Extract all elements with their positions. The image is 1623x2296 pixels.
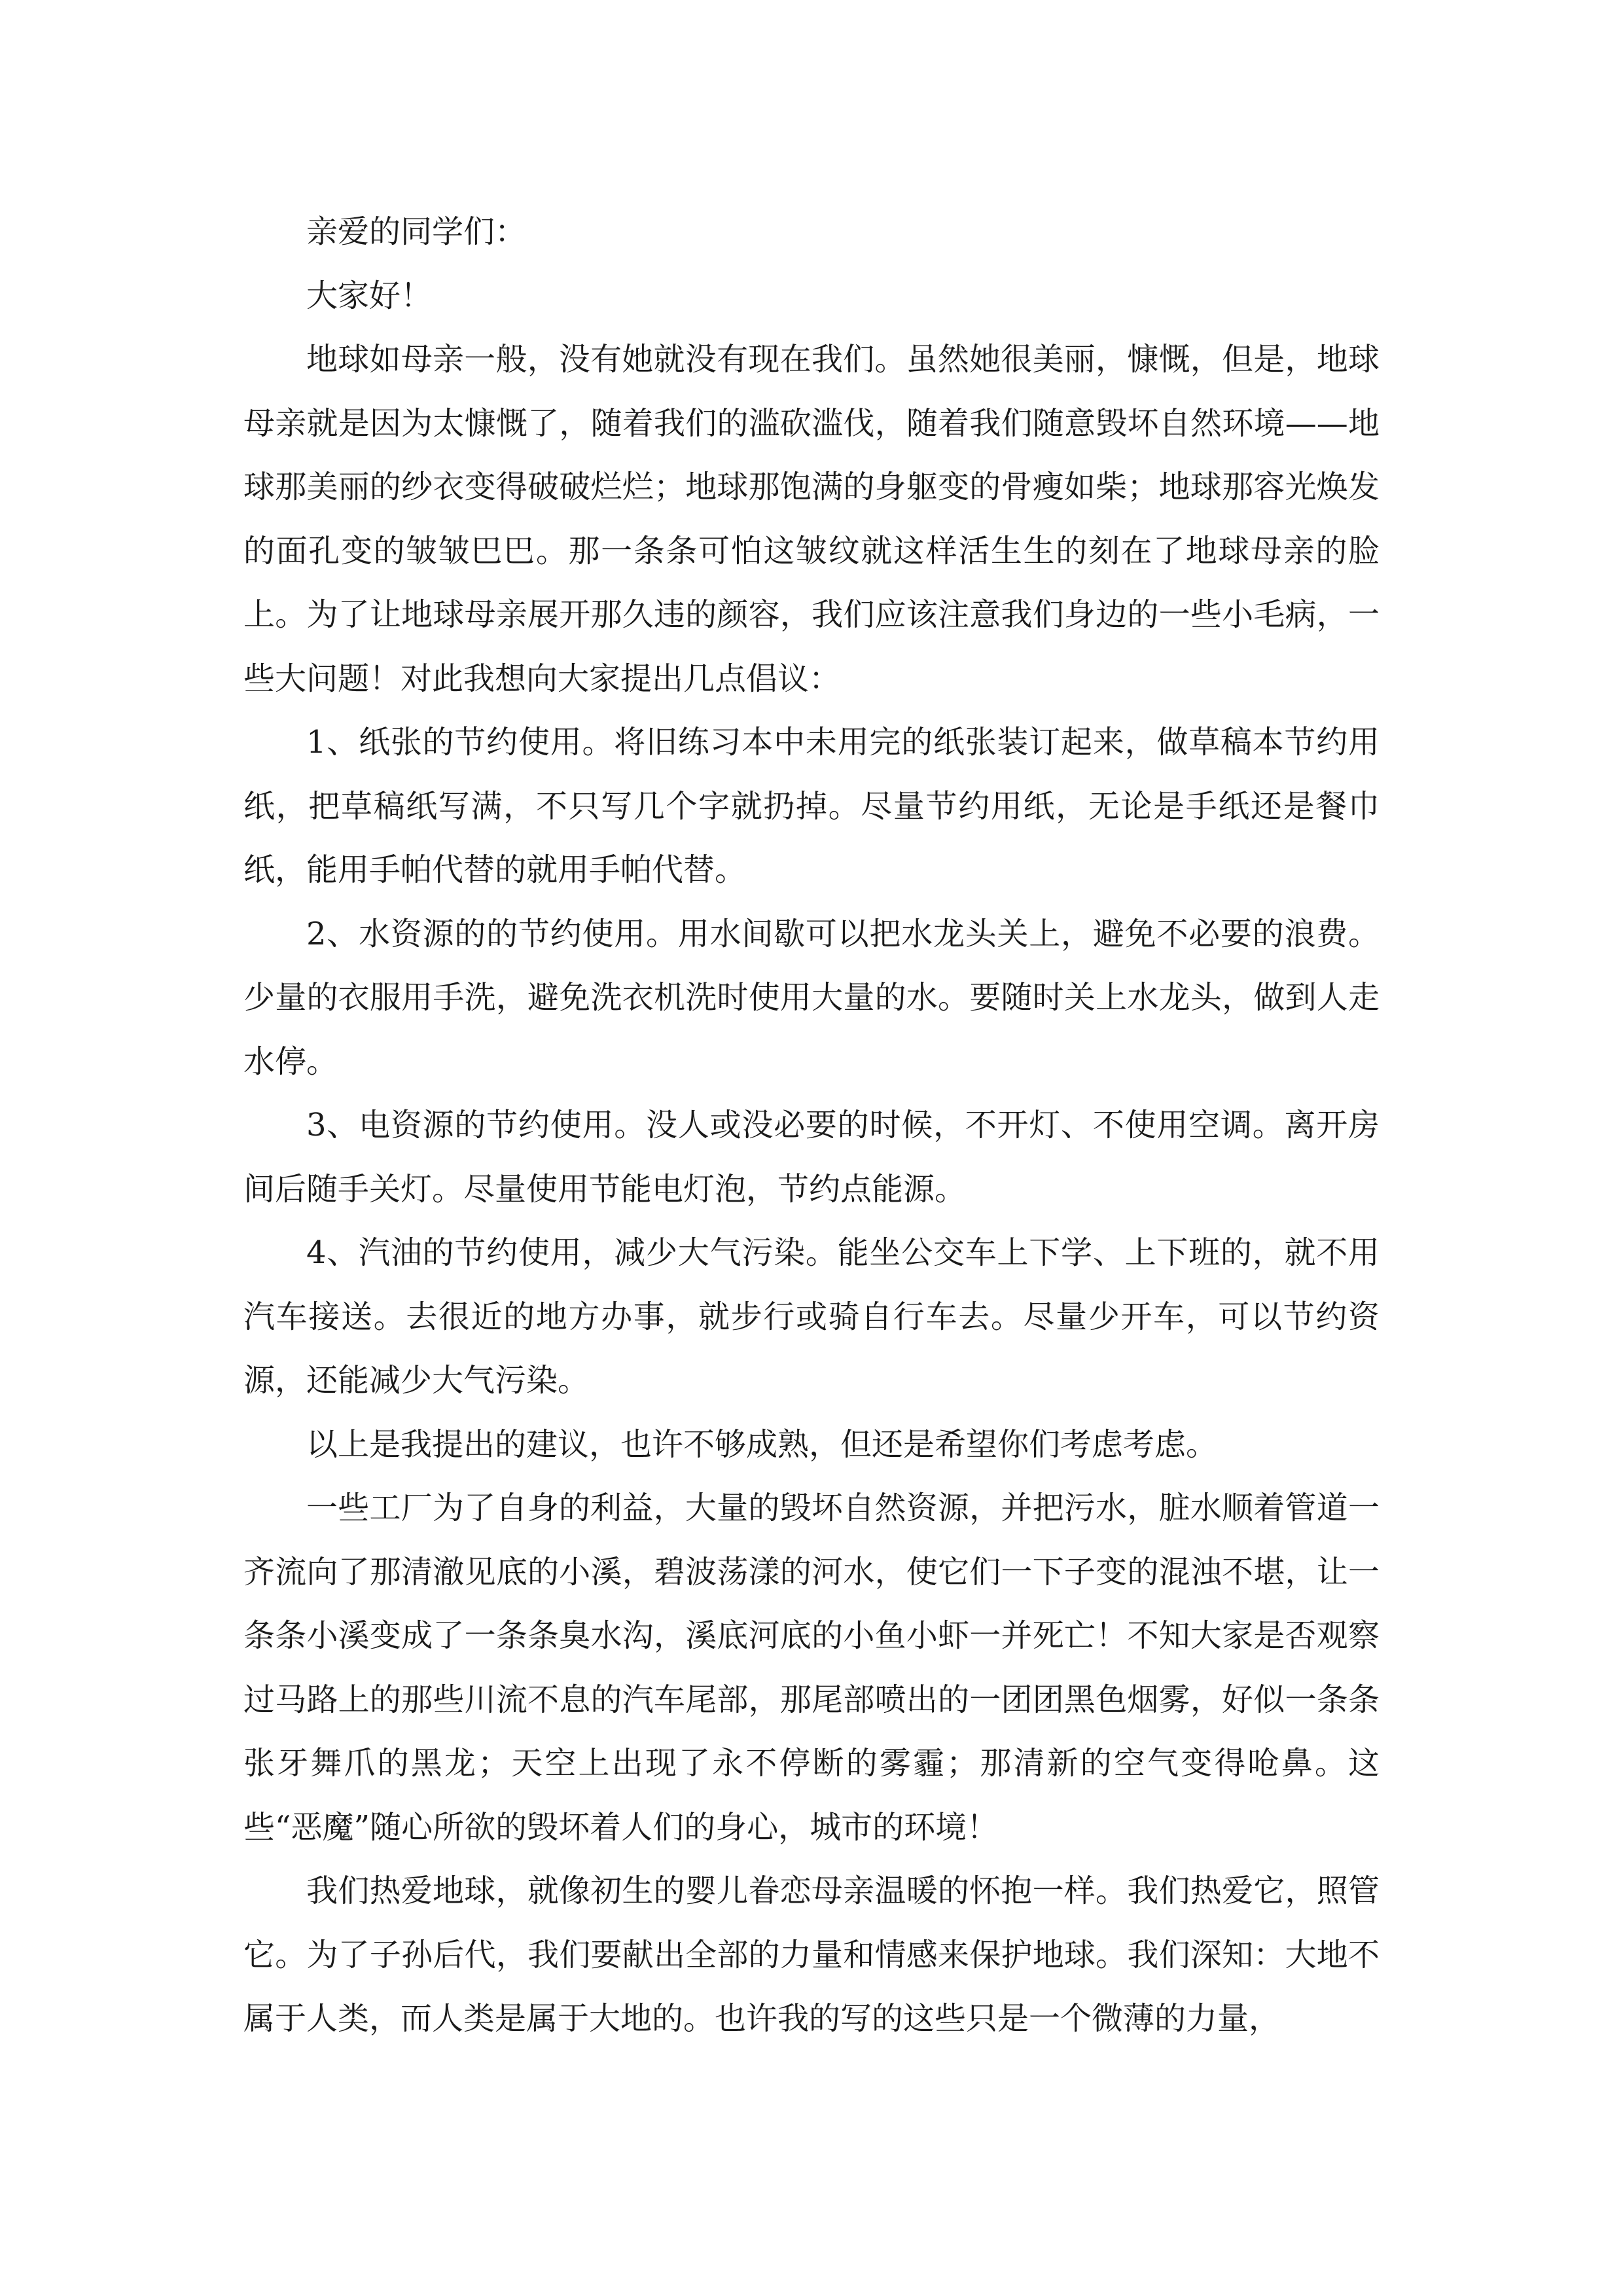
paragraph-intro: 地球如母亲一般，没有她就没有现在我们。虽然她很美丽，慷慨，但是，地球母亲就是因为太慷慨了，随着我们的滥砍滥伐，随着我们随意毁坏自然环境——地球那美丽的纱衣变得破破烂烂；地球那饱满的身躯变的骨瘦如柴；地球那容光焕发的面孔变的皱皱巴巴。那一条条可怕这皱纹就这样活生生的刻在了地球母亲的脸上。为了让地球母亲展开那久违的颜容，我们应该注意我们身边的一些小毛病，一些大问题！对此我想向大家提出几点倡议： [243,341,1380,697]
greeting: 大家好！ [306,277,433,314]
paragraph-proposal-4: 4、汽油的节约使用，减少大气污染。能坐公交车上下学、上下班的，就不用汽车接送。去很近的地方办事，就步行或骑自行车去。尽量少开车，可以节约资源，还能减少大气污染。 [243,1234,1380,1399]
paragraph-proposal-2: 2、水资源的的节约使用。用水间歇可以把水龙头关上，避免不必要的浪费。少量的衣服用手洗，避免洗衣机洗时使用大量的水。要随时关上水龙头，做到人走水停。 [243,915,1380,1080]
paragraph-proposal-3: 3、电资源的节约使用。没人或没必要的时候，不开灯、不使用空调。离开房间后随手关灯。尽量使用节能电灯泡，节约点能源。 [243,1107,1380,1208]
paragraph-proposal-1: 1、纸张的节约使用。将旧练习本中未用完的纸张装订起来，做草稿本节约用纸，把草稿纸写满，不只写几个字就扔掉。尽量节约用纸，无论是手纸还是餐巾纸，能用手帕代替的就用手帕代替。 [243,724,1380,888]
document-body [243,200,1380,2051]
paragraph-pollution: 一些工厂为了自身的利益，大量的毁坏自然资源，并把污水，脏水顺着管道一齐流向了那清澈见底的小溪，碧波荡漾的河水，使它们一下子变的混浊不堪，让一条条小溪变成了一条条臭水沟，溪底河底的小鱼小虾一并死亡！不知大家是否观察过马路上的那些川流不息的汽车尾部，那尾部喷出的一团团黑色烟雾，好似一条条张牙舞爪的黑龙；天空上出现了永不停断的雾霾；那清新的空气变得呛鼻。这些“恶魔”随心所欲的毁坏着人们的身心，城市的环境！ [243,1490,1380,1846]
paragraph-conclusion: 我们热爱地球，就像初生的婴儿眷恋母亲温暖的怀抱一样。我们热爱它，照管它。为了子孙后代，我们要献出全部的力量和情感来保护地球。我们深知：大地不属于人类，而人类是属于大地的。也许我的写的这些只是一个微薄的力量， [243,1873,1380,2037]
salutation: 亲爱的同学们： [306,213,527,250]
paragraph-summary: 以上是我提出的建议，也许不够成熟，但还是希望你们考虑考虑。 [306,1426,1218,1463]
